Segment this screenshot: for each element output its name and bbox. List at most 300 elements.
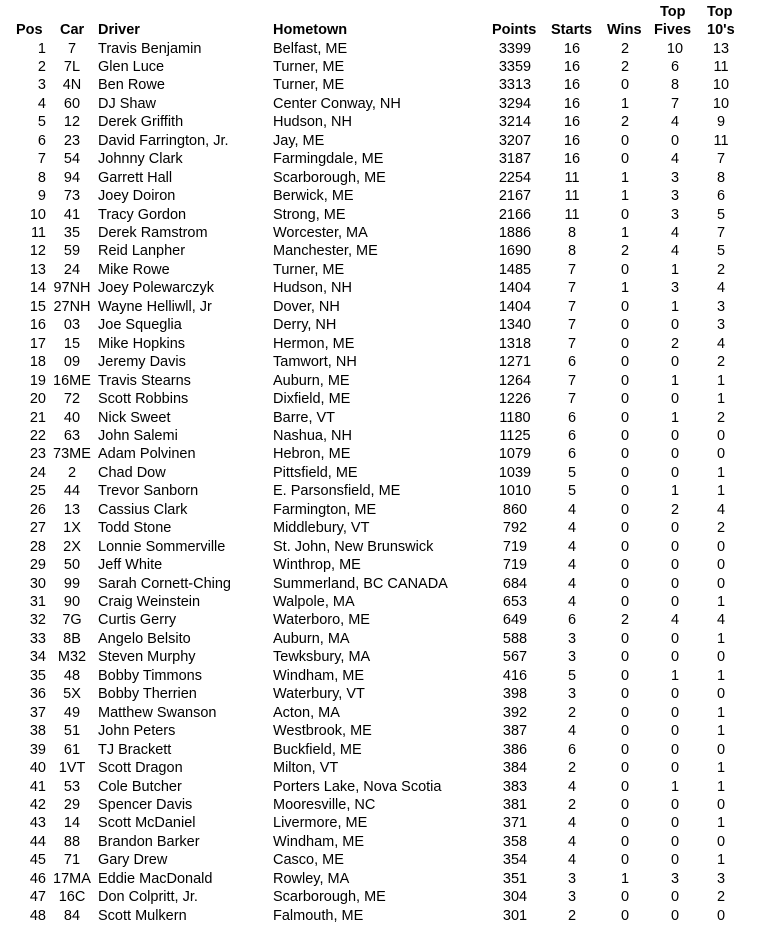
- cell-hometown: Porters Lake, Nova Scotia: [273, 778, 442, 795]
- table-row: [0, 279, 770, 298]
- cell-wins: 0: [620, 815, 630, 832]
- cell-wins: 0: [620, 538, 630, 555]
- cell-wins: 0: [620, 796, 630, 813]
- cell-car: 71: [63, 852, 81, 869]
- cell-wins: 0: [620, 483, 630, 500]
- cell-driver: Bobby Timmons: [98, 667, 202, 684]
- cell-points: 3187: [498, 151, 532, 168]
- cell-wins: 1: [620, 95, 630, 112]
- cell-pos: 30: [29, 575, 46, 592]
- cell-pos: 17: [29, 335, 46, 352]
- table-row: [0, 58, 770, 77]
- cell-car: 2: [67, 464, 77, 481]
- cell-hometown: Turner, ME: [273, 58, 345, 75]
- cell-starts: 4: [567, 723, 577, 740]
- cell-top-tens: 1: [716, 778, 726, 795]
- cell-driver: Curtis Gerry: [98, 612, 177, 629]
- cell-top-tens: 0: [716, 741, 726, 758]
- cell-hometown: Nashua, NH: [273, 427, 352, 444]
- table-row: [0, 353, 770, 372]
- cell-car: 88: [63, 833, 81, 850]
- table-row: [0, 648, 770, 667]
- cell-wins: 0: [620, 778, 630, 795]
- cell-hometown: Walpole, MA: [273, 594, 355, 610]
- cell-driver: Scott Mulkern: [98, 907, 187, 924]
- cell-driver: Scott McDaniel: [98, 815, 196, 832]
- cell-driver: Joey Polewarczyk: [98, 280, 215, 297]
- cell-pos: 14: [29, 280, 46, 297]
- cell-driver: Joey Doiron: [98, 188, 176, 205]
- cell-starts: 3: [567, 889, 577, 906]
- cell-starts: 4: [567, 815, 577, 832]
- cell-driver: John Peters: [98, 723, 176, 740]
- cell-points: 1264: [498, 372, 532, 389]
- cell-driver: TJ Brackett: [98, 741, 172, 758]
- table-row: [0, 575, 770, 594]
- cell-top-tens: 0: [716, 907, 726, 924]
- cell-pos: 36: [29, 686, 46, 703]
- cell-top-fives: 1: [670, 372, 680, 389]
- cell-top-tens: 4: [716, 335, 726, 352]
- cell-starts: 3: [567, 686, 577, 703]
- cell-car: 14: [63, 815, 81, 832]
- cell-top-tens: 1: [716, 372, 726, 389]
- cell-wins: 0: [620, 298, 630, 315]
- cell-driver: Derek Ramstrom: [98, 225, 208, 241]
- cell-top-tens: 7: [716, 225, 726, 241]
- cell-hometown: Waterbury, VT: [273, 686, 365, 703]
- cell-points: 3294: [498, 95, 532, 112]
- cell-car: 16C: [58, 889, 86, 906]
- cell-top-fives: 1: [670, 778, 680, 795]
- table-row: [0, 538, 770, 557]
- cell-starts: 7: [567, 298, 577, 315]
- cell-top-fives: 0: [670, 446, 680, 463]
- cell-wins: 0: [620, 723, 630, 740]
- cell-hometown: Tewksbury, MA: [273, 649, 371, 666]
- header-pos: Pos: [16, 22, 43, 38]
- cell-top-tens: 9: [716, 114, 726, 131]
- cell-starts: 8: [567, 225, 577, 241]
- cell-wins: 0: [620, 409, 630, 426]
- cell-driver: Cassius Clark: [98, 501, 188, 518]
- cell-starts: 4: [567, 575, 577, 592]
- cell-pos: 27: [29, 520, 46, 537]
- cell-pos: 33: [29, 630, 46, 647]
- cell-car: 12: [63, 114, 81, 131]
- cell-top-tens: 11: [713, 132, 729, 149]
- cell-hometown: Casco, ME: [273, 852, 344, 869]
- cell-driver: Ben Rowe: [98, 77, 165, 94]
- cell-driver: Scott Dragon: [98, 760, 183, 777]
- cell-points: 1886: [498, 225, 532, 241]
- cell-points: 1079: [498, 446, 532, 463]
- cell-driver: Nick Sweet: [98, 409, 171, 426]
- table-row: [0, 132, 770, 151]
- cell-car: 40: [63, 409, 81, 426]
- cell-driver: Todd Stone: [98, 520, 172, 537]
- cell-driver: John Salemi: [98, 427, 178, 444]
- cell-driver: Brandon Barker: [98, 833, 200, 850]
- cell-starts: 2: [567, 796, 577, 813]
- cell-top-tens: 0: [716, 446, 726, 463]
- cell-wins: 0: [620, 354, 630, 371]
- cell-wins: 0: [620, 741, 630, 758]
- cell-top-tens: 5: [716, 206, 726, 223]
- cell-pos: 12: [29, 243, 46, 260]
- cell-top-tens: 3: [716, 870, 726, 887]
- cell-top-fives: 0: [670, 594, 680, 610]
- cell-driver: Wayne Helliwll, Jr: [98, 298, 212, 315]
- cell-car: 49: [63, 704, 81, 721]
- cell-wins: 0: [620, 686, 630, 703]
- cell-top-fives: 0: [670, 427, 680, 444]
- cell-pos: 35: [29, 667, 46, 684]
- cell-points: 653: [502, 594, 528, 610]
- cell-wins: 0: [620, 132, 630, 149]
- table-row: [0, 870, 770, 889]
- cell-top-tens: 0: [716, 575, 726, 592]
- cell-hometown: Worcester, MA: [273, 225, 368, 241]
- cell-pos: 11: [30, 225, 46, 241]
- cell-top-tens: 1: [716, 704, 726, 721]
- cell-hometown: Jay, ME: [273, 132, 325, 149]
- cell-car: 03: [63, 317, 81, 334]
- cell-wins: 1: [620, 870, 630, 887]
- cell-top-fives: 0: [670, 391, 680, 408]
- cell-pos: 41: [29, 778, 46, 795]
- cell-top-fives: 3: [670, 870, 680, 887]
- cell-driver: Eddie MacDonald: [98, 870, 213, 887]
- cell-wins: 2: [620, 243, 630, 260]
- cell-starts: 5: [567, 483, 577, 500]
- cell-starts: 16: [563, 77, 581, 94]
- cell-driver: Angelo Belsito: [98, 630, 191, 647]
- cell-hometown: Turner, ME: [273, 77, 345, 94]
- cell-starts: 16: [563, 95, 581, 112]
- cell-hometown: Derry, NH: [273, 317, 337, 334]
- cell-top-fives: 4: [670, 151, 680, 168]
- cell-top-fives: 3: [670, 280, 680, 297]
- cell-points: 719: [502, 538, 528, 555]
- table-row: [0, 445, 770, 464]
- table-row: [0, 206, 770, 225]
- cell-top-fives: 0: [670, 833, 680, 850]
- table-row: [0, 298, 770, 317]
- cell-car: 97NH: [53, 280, 91, 297]
- cell-car: 7G: [62, 612, 82, 629]
- cell-hometown: Barre, VT: [273, 409, 336, 426]
- cell-wins: 0: [620, 594, 630, 610]
- cell-car: 35: [63, 225, 81, 241]
- cell-car: 09: [63, 354, 81, 371]
- cell-driver: Gary Drew: [98, 852, 168, 869]
- cell-car: 51: [63, 723, 81, 740]
- cell-pos: 45: [29, 852, 46, 869]
- cell-top-fives: 0: [670, 815, 680, 832]
- cell-car: 16ME: [53, 372, 91, 389]
- table-row: [0, 519, 770, 538]
- cell-wins: 2: [620, 40, 630, 57]
- cell-points: 792: [502, 520, 528, 537]
- cell-top-fives: 0: [670, 575, 680, 592]
- table-row: [0, 851, 770, 870]
- cell-driver: DJ Shaw: [98, 95, 157, 112]
- cell-pos: 9: [37, 188, 46, 205]
- header-top-tens-line2: 10's: [707, 22, 735, 38]
- cell-hometown: Farmington, ME: [273, 501, 377, 518]
- cell-starts: 2: [567, 760, 577, 777]
- cell-car: 7L: [63, 58, 81, 75]
- cell-car: 84: [63, 907, 81, 924]
- cell-pos: 31: [29, 594, 46, 610]
- cell-hometown: Hudson, NH: [273, 280, 352, 297]
- cell-wins: 0: [620, 464, 630, 481]
- cell-top-fives: 3: [670, 188, 680, 205]
- cell-points: 304: [502, 889, 528, 906]
- cell-hometown: Farmingdale, ME: [273, 151, 384, 168]
- cell-pos: 40: [29, 760, 46, 777]
- cell-starts: 11: [564, 169, 580, 186]
- cell-driver: Don Colpritt, Jr.: [98, 889, 198, 906]
- table-row: [0, 372, 770, 391]
- table-row: [0, 95, 770, 114]
- table-row: [0, 833, 770, 852]
- cell-top-fives: 2: [670, 501, 680, 518]
- cell-starts: 7: [567, 261, 577, 278]
- cell-driver: Jeff White: [98, 557, 163, 574]
- cell-top-tens: 1: [716, 464, 726, 481]
- cell-points: 383: [502, 778, 528, 795]
- cell-pos: 39: [29, 741, 46, 758]
- cell-car: 1X: [63, 520, 81, 537]
- cell-car: 7: [67, 40, 77, 57]
- cell-driver: Spencer Davis: [98, 796, 193, 813]
- cell-pos: 3: [37, 77, 46, 94]
- header-top-fives-line1: Top: [660, 4, 686, 20]
- table-row: [0, 427, 770, 446]
- cell-hometown: Waterboro, ME: [273, 612, 370, 629]
- cell-points: 1690: [498, 243, 532, 260]
- cell-top-tens: 10: [712, 77, 730, 94]
- table-row: [0, 187, 770, 206]
- cell-top-fives: 4: [670, 243, 680, 260]
- cell-starts: 7: [567, 280, 577, 297]
- cell-points: 398: [502, 686, 528, 703]
- cell-top-tens: 2: [716, 409, 726, 426]
- cell-starts: 16: [563, 40, 581, 57]
- cell-top-fives: 8: [670, 77, 680, 94]
- cell-pos: 44: [29, 833, 46, 850]
- cell-wins: 2: [620, 612, 630, 629]
- cell-pos: 5: [37, 114, 46, 131]
- cell-car: 73ME: [53, 446, 91, 463]
- cell-hometown: Mooresville, NC: [273, 796, 376, 813]
- cell-wins: 0: [620, 833, 630, 850]
- cell-points: 860: [502, 501, 528, 518]
- cell-hometown: Turner, ME: [273, 261, 345, 278]
- cell-wins: 0: [620, 372, 630, 389]
- cell-driver: Matthew Swanson: [98, 704, 217, 721]
- table-row: [0, 40, 770, 59]
- cell-driver: Tracy Gordon: [98, 206, 187, 223]
- cell-top-tens: 4: [716, 612, 726, 629]
- cell-driver: Bobby Therrien: [98, 686, 197, 703]
- cell-points: 1180: [499, 409, 531, 426]
- cell-driver: David Farrington, Jr.: [98, 132, 229, 149]
- cell-wins: 0: [620, 557, 630, 574]
- cell-pos: 29: [29, 557, 46, 574]
- cell-points: 1340: [498, 317, 532, 334]
- cell-points: 387: [502, 723, 528, 740]
- cell-top-tens: 3: [716, 317, 726, 334]
- cell-pos: 37: [29, 704, 46, 721]
- cell-pos: 42: [29, 796, 46, 813]
- cell-points: 588: [502, 630, 528, 647]
- cell-car: 4N: [62, 77, 82, 94]
- cell-starts: 3: [567, 649, 577, 666]
- table-row: [0, 630, 770, 649]
- cell-top-tens: 0: [716, 649, 726, 666]
- cell-driver: Lonnie Sommerville: [98, 538, 226, 555]
- cell-starts: 6: [567, 612, 577, 629]
- cell-hometown: Center Conway, NH: [273, 95, 401, 112]
- cell-starts: 3: [567, 630, 577, 647]
- cell-driver: Scott Robbins: [98, 391, 189, 408]
- cell-points: 3214: [498, 114, 532, 131]
- cell-wins: 1: [620, 225, 630, 241]
- cell-hometown: Scarborough, ME: [273, 889, 386, 906]
- table-row: [0, 316, 770, 335]
- cell-driver: Craig Weinstein: [98, 594, 201, 610]
- cell-hometown: Scarborough, ME: [273, 169, 386, 186]
- cell-pos: 34: [29, 649, 46, 666]
- cell-pos: 7: [37, 151, 46, 168]
- cell-hometown: Manchester, ME: [273, 243, 378, 260]
- cell-wins: 1: [620, 188, 630, 205]
- cell-top-fives: 4: [670, 225, 680, 241]
- cell-starts: 7: [567, 391, 577, 408]
- table-row: [0, 778, 770, 797]
- table-row: [0, 888, 770, 907]
- cell-car: 72: [63, 391, 81, 408]
- cell-pos: 24: [29, 464, 46, 481]
- cell-top-fives: 3: [670, 206, 680, 223]
- cell-driver: Mike Hopkins: [98, 335, 186, 352]
- cell-top-fives: 6: [670, 58, 680, 75]
- cell-top-fives: 4: [670, 612, 680, 629]
- cell-driver: Mike Rowe: [98, 261, 170, 278]
- cell-car: 63: [63, 427, 81, 444]
- cell-top-fives: 1: [670, 261, 680, 278]
- cell-starts: 6: [567, 446, 577, 463]
- cell-hometown: Westbrook, ME: [273, 723, 372, 740]
- cell-hometown: Pittsfield, ME: [273, 464, 358, 481]
- table-row: [0, 464, 770, 483]
- cell-points: 3207: [498, 132, 532, 149]
- cell-starts: 7: [567, 317, 577, 334]
- cell-top-tens: 4: [716, 501, 726, 518]
- cell-wins: 0: [620, 630, 630, 647]
- cell-car: 50: [63, 557, 81, 574]
- table-row: [0, 556, 770, 575]
- cell-driver: Cole Butcher: [98, 778, 182, 795]
- cell-starts: 3: [567, 870, 577, 887]
- cell-top-fives: 1: [670, 409, 680, 426]
- cell-hometown: Hermon, ME: [273, 335, 355, 352]
- cell-points: 1226: [498, 391, 532, 408]
- cell-wins: 0: [620, 391, 630, 408]
- cell-starts: 4: [567, 852, 577, 869]
- cell-driver: Adam Polvinen: [98, 446, 196, 463]
- table-row: [0, 224, 770, 243]
- cell-wins: 0: [620, 649, 630, 666]
- cell-hometown: Acton, MA: [273, 704, 340, 721]
- cell-top-fives: 2: [670, 335, 680, 352]
- cell-top-tens: 5: [716, 243, 726, 260]
- cell-pos: 19: [29, 372, 46, 389]
- cell-points: 386: [502, 741, 528, 758]
- cell-points: 358: [502, 833, 528, 850]
- cell-points: 371: [502, 815, 528, 832]
- cell-hometown: Windham, ME: [273, 833, 365, 850]
- header-car: Car: [60, 22, 85, 38]
- cell-driver: Derek Griffith: [98, 114, 184, 131]
- cell-hometown: Milton, VT: [273, 760, 339, 777]
- cell-starts: 6: [567, 741, 577, 758]
- cell-points: 3399: [498, 40, 532, 57]
- table-row: [0, 261, 770, 280]
- cell-top-tens: 0: [716, 557, 726, 574]
- cell-car: M32: [57, 649, 87, 666]
- header-hometown: Hometown: [273, 22, 348, 38]
- cell-points: 1010: [498, 483, 532, 500]
- cell-points: 1485: [498, 261, 532, 278]
- cell-starts: 4: [567, 594, 577, 610]
- cell-points: 649: [502, 612, 528, 629]
- cell-car: 90: [63, 594, 81, 610]
- cell-top-fives: 1: [670, 298, 680, 315]
- cell-starts: 5: [567, 667, 577, 684]
- cell-points: 1318: [498, 335, 532, 352]
- cell-car: 5X: [63, 686, 81, 703]
- cell-points: 384: [502, 760, 528, 777]
- cell-hometown: Winthrop, ME: [273, 557, 361, 574]
- cell-hometown: Auburn, MA: [273, 630, 350, 647]
- table-row: [0, 722, 770, 741]
- cell-top-fives: 0: [670, 132, 680, 149]
- cell-wins: 0: [620, 206, 630, 223]
- cell-points: 3359: [498, 58, 532, 75]
- cell-top-tens: 4: [716, 280, 726, 297]
- cell-top-tens: 7: [716, 151, 726, 168]
- table-row: [0, 759, 770, 778]
- cell-driver: Garrett Hall: [98, 169, 173, 186]
- cell-starts: 7: [567, 372, 577, 389]
- cell-car: 13: [63, 501, 81, 518]
- table-row: [0, 796, 770, 815]
- cell-top-fives: 7: [670, 95, 680, 112]
- cell-points: 2167: [498, 188, 532, 205]
- cell-pos: 21: [29, 409, 46, 426]
- cell-wins: 0: [620, 335, 630, 352]
- table-row: [0, 242, 770, 261]
- cell-top-tens: 2: [716, 354, 726, 371]
- cell-pos: 32: [29, 612, 46, 629]
- header-starts: Starts: [551, 22, 593, 38]
- cell-top-fives: 0: [670, 686, 680, 703]
- cell-wins: 0: [620, 760, 630, 777]
